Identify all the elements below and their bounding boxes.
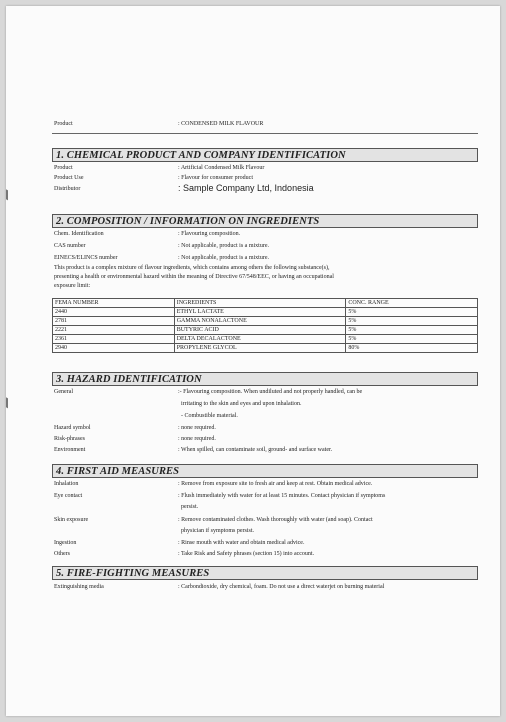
s2-chem-label: Chem. Identification bbox=[54, 231, 104, 237]
table-row bbox=[53, 308, 478, 317]
table-cell: 2361 bbox=[53, 335, 175, 344]
s3-general-line: irritating to the skin and eyes and upon inhalation. bbox=[181, 401, 302, 407]
table-header-cell: INGREDIENTS bbox=[174, 299, 346, 308]
s3-hazard-label: Hazard symbol bbox=[54, 425, 91, 431]
s2-para-line: This product is a complex mixture of flavour ingredients, which contains among others the following substance(s), bbox=[54, 265, 330, 271]
header-product-value: : CONDENSED MILK FLAVOUR bbox=[178, 121, 264, 127]
table-cell: DELTA DECALACTONE bbox=[174, 335, 346, 344]
table-cell: 80% bbox=[346, 344, 478, 353]
s4-skin-value-cont: physician if symptoms persist. bbox=[181, 528, 254, 534]
table-cell: 2440 bbox=[53, 308, 175, 317]
header-product-label: Product bbox=[54, 121, 73, 127]
s4-eye-value-cont: persist. bbox=[181, 504, 199, 510]
table-cell: BUTYRIC ACID bbox=[174, 326, 346, 335]
table-cell: GAMMA NONALACTONE bbox=[174, 317, 346, 326]
table-row bbox=[53, 317, 478, 326]
section-2-title: 2. COMPOSITION / INFORMATION ON INGREDIENTS bbox=[52, 214, 478, 228]
s4-others-value: : Take Risk and Safety phrases (section 15) into account. bbox=[178, 551, 315, 557]
table-header-cell: FEMA NUMBER bbox=[53, 299, 175, 308]
scan-mark bbox=[6, 397, 12, 410]
table-header-row bbox=[53, 299, 478, 308]
table-row bbox=[53, 344, 478, 353]
table-cell: 5% bbox=[346, 326, 478, 335]
s3-general-line: - Combustible material. bbox=[181, 413, 238, 419]
s4-inhalation-value: : Remove from exposure site to fresh air and keep at rest. Obtain medical advice. bbox=[178, 481, 373, 487]
s3-risk-value: : none required. bbox=[178, 436, 216, 442]
section-5-title: 5. FIRE-FIGHTING MEASURES bbox=[52, 566, 478, 580]
header-rule bbox=[52, 133, 478, 134]
scan-mark bbox=[6, 189, 12, 202]
s3-general-label: General bbox=[54, 389, 73, 395]
table-cell: 5% bbox=[346, 335, 478, 344]
table-cell: 5% bbox=[346, 317, 478, 326]
s3-general-line: :- Flavouring composition. When undiluted and not properly handled, can be bbox=[178, 389, 363, 395]
table-row bbox=[53, 326, 478, 335]
s4-eye-label: Eye contact bbox=[54, 493, 83, 499]
table-header-cell: CONC. RANGE bbox=[346, 299, 478, 308]
table-cell: PROPYLENE GLYCOL bbox=[174, 344, 346, 353]
s5-extinguish-label: Extinguishing media bbox=[54, 584, 104, 590]
s2-paragraph bbox=[54, 264, 454, 291]
s4-ingestion-label: Ingestion bbox=[54, 540, 77, 546]
s3-env-value: : When spilled, can contaminate soil, ground- and surface water. bbox=[178, 447, 333, 453]
table-cell: 2940 bbox=[53, 344, 175, 353]
s1-distributor-label: Distributor bbox=[54, 186, 81, 192]
s2-cas-label: CAS number bbox=[54, 243, 86, 249]
s3-hazard-value: : none required. bbox=[178, 425, 216, 431]
s5-extinguish-value: : Carbondioxide, dry chemical, foam. Do not use a direct waterjet on burning material bbox=[178, 584, 385, 590]
s3-env-label: Environment bbox=[54, 447, 86, 453]
ingredients-table bbox=[52, 298, 478, 353]
s1-product-label: Product bbox=[54, 165, 73, 171]
s1-use-label: Product Use bbox=[54, 175, 84, 181]
document-page bbox=[6, 6, 500, 716]
table-cell: 2221 bbox=[53, 326, 175, 335]
s1-use-value: : Flavour for consumer product bbox=[178, 175, 253, 181]
s2-cas-value: : Not applicable, product is a mixture. bbox=[178, 243, 269, 249]
s4-eye-value: : Flush immediately with water for at least 15 minutes. Contact physician if symptoms bbox=[178, 493, 386, 499]
section-4-title: 4. FIRST AID MEASURES bbox=[52, 464, 478, 478]
s1-product-value: : Artificial Condensed Milk Flavour bbox=[178, 165, 265, 171]
table-row bbox=[53, 335, 478, 344]
s4-inhalation-label: Inhalation bbox=[54, 481, 79, 487]
s2-einecs-value: : Not applicable, product is a mixture. bbox=[178, 255, 269, 261]
s2-einecs-label: EINECS/ELINCS number bbox=[54, 255, 118, 261]
s4-skin-value: : Remove contaminated clothes. Wash thoroughly with water (and soap). Contact bbox=[178, 517, 373, 523]
s2-para-line: exposure limit: bbox=[54, 283, 91, 289]
s2-chem-value: : Flavouring composition. bbox=[178, 231, 241, 237]
s4-ingestion-value: : Rinse mouth with water and obtain medical advice. bbox=[178, 540, 305, 546]
s3-risk-label: Risk-phrases bbox=[54, 436, 85, 442]
s1-distributor-value: : Sample Company Ltd, Indonesia bbox=[178, 183, 314, 193]
s2-para-line: presenting a health or environmental hazard within the meaning of Directive 67/548/EEC, or having an occupational bbox=[54, 274, 334, 280]
section-3-title: 3. HAZARD IDENTIFICATION bbox=[52, 372, 478, 386]
table-cell: ETHYL LACTATE bbox=[174, 308, 346, 317]
table-cell: 2781 bbox=[53, 317, 175, 326]
s4-others-label: Others bbox=[54, 551, 70, 557]
table-cell: 5% bbox=[346, 308, 478, 317]
s4-skin-label: Skin exposure bbox=[54, 517, 89, 523]
section-1-title: 1. CHEMICAL PRODUCT AND COMPANY IDENTIFICATION bbox=[52, 148, 478, 162]
